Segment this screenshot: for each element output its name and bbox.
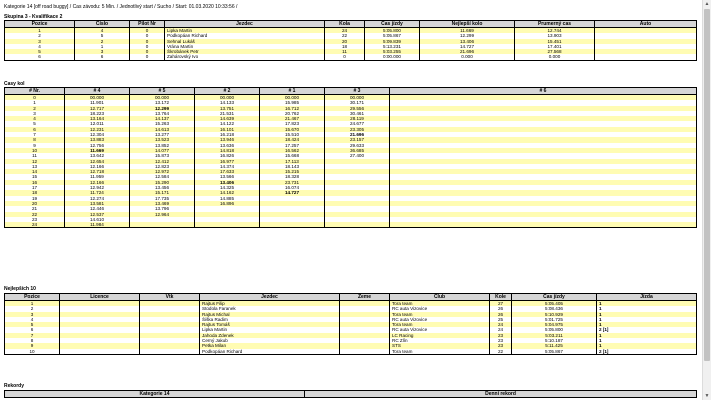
group-row [5,54,697,60]
group-cell: 12.299 [420,33,515,38]
laps-cell: 11 [5,153,65,158]
group-cell: 6 [5,54,75,60]
best-cell: RC auta Vizovice [390,306,490,311]
laps-cell: 14 [5,169,65,174]
best-cell: 1 [597,322,697,327]
group-cell: 3 [75,49,130,54]
group-cell: 5:03.255 [365,49,420,54]
laps-cell: 13.566 [195,174,260,179]
laps-cell: 23.305 [325,127,390,132]
best-cell: Tora team [390,312,490,317]
group-cell: 27.568 [515,49,595,54]
laps-cell: 13.636 [195,143,260,148]
laps-cell: 15.263 [130,121,195,126]
laps-cell: 30.461 [325,111,390,116]
laps-cell [195,222,260,228]
records-table [4,390,697,398]
best-cell: 1 [5,301,60,307]
laps-cell: 23 [5,217,65,222]
laps-cell: 12.718 [65,169,130,174]
laps-cell: 15.171 [130,190,195,195]
laps-cell: 16 [5,180,65,185]
laps-cell: 17.257 [260,143,325,148]
race-info-header: Kategorie 14 [off road buggy] / Cas závodu: 5 Min. / Jednotlivý start / Sucho / Start: 01.03.2020 10:33:56 / [4,4,238,10]
group-header-6: Nejlepší kolo [420,21,515,28]
best-cell: Lipka Martin [200,327,340,332]
laps-cell: 00.000 [260,95,325,101]
best-cell: 1 [597,333,697,338]
best-cell: 5:08.436 [512,306,597,311]
laps-cell: 16.896 [195,201,260,206]
best-cell: 5:03.211 [512,333,597,338]
best-cell: Šiška Radim [200,317,340,322]
group-header-1: Císlo [75,21,130,28]
laps-cell: 18 [5,190,65,195]
laps-cell: 18.223 [65,111,130,116]
best-header-6: Kole [490,294,512,301]
best-cell [60,349,140,355]
laps-cell: 6 [5,127,65,132]
best-header-0: Pozice [5,294,60,301]
laps-cell: 14.137 [130,116,195,121]
laps-cell: 11.669 [65,148,130,153]
laps-cell: 12.942 [65,185,130,190]
laps-header-1: # 4 [65,88,130,95]
group-cell: 5 [75,33,130,38]
group-cell: 12.744 [515,28,595,34]
laps-cell: 9 [5,143,65,148]
laps-cell: 12.654 [65,159,130,164]
best-header-4: Zeme [340,294,390,301]
laps-cell: 24.677 [325,121,390,126]
laps-cell: 13.581 [65,201,130,206]
group-cell: 4 [75,28,130,34]
laps-cell: 16.074 [260,185,325,190]
laps-cell: 29.633 [325,143,390,148]
group-cell: 11.669 [420,28,515,34]
best-row [5,349,697,355]
group-cell: 0 [130,44,165,49]
laps-cell: 21 [5,206,65,211]
laps-header-6: # 6 [390,88,697,95]
laps-cell: 14.122 [195,121,260,126]
laps-header-5: # 3 [325,88,390,95]
group-cell: 18 [325,44,365,49]
best-cell: 3 [5,312,60,317]
laps-cell: 13.164 [65,116,130,121]
laps-cell: 00.000 [65,95,130,101]
group-results-table [4,20,697,61]
best-cell: 23 [490,333,512,338]
laps-cell: 28.119 [325,116,390,121]
best-cell: 1 [597,312,697,317]
group-cell: 0 [130,28,165,34]
best-cell: Stodola Faranek [200,306,340,311]
laps-cell: 8 [5,137,65,142]
laps-cell: 13.883 [65,137,130,142]
best-cell [140,349,200,355]
best-cell: 10 [5,349,60,355]
group-cell: 3 [5,39,75,44]
best-cell: 5:04.975 [512,322,597,327]
best-ten-table [4,293,697,355]
laps-cell: 13.946 [195,137,260,142]
group-cell: 13.406 [420,39,515,44]
laps-cell: 15.985 [260,100,325,105]
laps-cell: 12.972 [130,169,195,174]
best-cell: 5:10.929 [512,312,597,317]
records-title: Rekordy [4,383,25,389]
best-cell: 5:05.800 [512,327,597,332]
laps-cell: 13.642 [65,153,130,158]
laps-cell: 12.011 [65,121,130,126]
laps-cell: 14.818 [195,148,260,153]
group-header-0: Pozice [5,21,75,28]
best-cell: 26 [490,306,512,311]
laps-cell: 00.000 [325,95,390,101]
laps-cell [325,222,390,228]
laps-cell: 18.328 [260,174,325,179]
group-cell: 1 [75,44,130,49]
group-cell: 0.000 [515,54,595,60]
laps-cell: 19 [5,196,65,201]
records-header-1: Denní rekord [305,391,697,398]
laps-cell [390,222,697,228]
best-header-3: Jezdec [200,294,340,301]
best-cell: Tora team [390,301,490,307]
best-cell: 9 [5,343,60,348]
group-header-5: Cas jízdy [365,21,420,28]
laps-cell: 14.610 [65,217,130,222]
laps-cell: 2 [5,106,65,111]
group-cell: 20 [325,39,365,44]
laps-cell: 18.143 [260,164,325,169]
group-header-4: Kola [325,21,365,28]
best-cell: 1 [597,306,697,311]
laps-cell: 14.133 [195,100,260,105]
laps-cell: 1 [5,100,65,105]
laps-cell: 16.562 [260,148,325,153]
laps-header-4: # 1 [260,88,325,95]
laps-cell: 15.510 [260,132,325,137]
scroll-up-icon[interactable]: ▲ [704,1,710,7]
group-cell: Škrobánek Petr [165,49,325,54]
best-header-5: Club [390,294,490,301]
laps-cell: 15 [5,174,65,179]
group-cell: 13.903 [515,33,595,38]
laps-cell: 12.756 [65,143,130,148]
laps-cell: 20.762 [260,111,325,116]
laps-cell: 14.639 [195,116,260,121]
laps-cell: 11.901 [65,100,130,105]
best-cell: 24 [490,327,512,332]
laps-cell: 14.885 [195,196,260,201]
best-cell: 1 [597,301,697,307]
group-header-8: Auto [595,21,697,28]
group-cell: 5:05.867 [365,33,420,38]
best-header-1: Licence [60,294,140,301]
scroll-down-icon[interactable]: ▼ [704,393,710,399]
laps-row [5,222,697,228]
group-cell: 0:00.000 [365,54,420,60]
laps-cell: 12.304 [65,132,130,137]
best-title: Nejlepších 10 [4,286,36,292]
group-cell: Sehnal Lukáš [165,39,325,44]
laps-cell: 17 [5,185,65,190]
lap-times-table [4,87,697,228]
laps-header-0: # Nr. [5,88,65,95]
laps-cell: 23.731 [260,180,325,185]
laps-cell: 13 [5,164,65,169]
laps-cell: 12.274 [65,196,130,201]
group-cell: 2 [75,39,130,44]
laps-cell: 13.277 [130,132,195,137]
best-cell: 5:01.725 [512,317,597,322]
best-cell: 23 [490,338,512,343]
laps-cell: 13.456 [130,185,195,190]
laps-cell: 36.685 [325,148,390,153]
best-cell: Rajtus Michal [200,312,340,317]
group-cell: 22 [325,33,365,38]
best-cell: Tora team [390,322,490,327]
best-cell: 8 [5,338,60,343]
best-cell: 1 [597,338,697,343]
vertical-scrollbar[interactable] [702,0,711,400]
group-cell: Lipka Martin [165,28,325,34]
laps-cell: 15.215 [260,169,325,174]
laps-cell: 15.873 [130,153,195,158]
best-cell: 5:05.867 [512,349,597,355]
scroll-thumb[interactable] [704,9,710,361]
group-cell: 14.727 [420,44,515,49]
group-cell: Podkopáan Richard [165,33,325,38]
laps-cell: 12.446 [65,206,130,211]
best-cell: Rajtus Tomáš [200,322,340,327]
group-header-3: Jezdec [165,21,325,28]
laps-cell: 14.374 [195,164,260,169]
laps-cell: 13.469 [130,201,195,206]
best-cell: 6 [5,327,60,332]
best-cell: Tora team [390,349,490,355]
best-cell: 1 [597,317,697,322]
laps-cell: 14.325 [195,185,260,190]
laps-cell: 7 [5,132,65,137]
laps-cell: 11.724 [65,190,130,195]
best-cell: Cerný Jakub [200,338,340,343]
group-cell: 5:05.800 [365,28,420,34]
laps-cell: 24 [5,222,65,228]
group-header-2: Pilot Nr [130,21,165,28]
laps-cell: 21.696 [325,132,390,137]
laps-cell: 14.727 [260,190,325,195]
laps-cell: 23.157 [325,137,390,142]
group-cell: 1 [5,28,75,34]
group-cell: 0 [130,39,165,44]
laps-cell: 0 [5,95,65,101]
laps-cell: 22 [5,212,65,217]
group-cell: 0 [130,49,165,54]
group-cell [595,54,697,60]
laps-cell: 20 [5,201,65,206]
group-cell: 6 [75,54,130,60]
laps-title: Casy kol [4,81,25,87]
laps-cell: 16.101 [195,127,260,132]
laps-cell: 5 [5,121,65,126]
laps-cell: 17.735 [130,196,195,201]
group-cell: 24 [325,28,365,34]
group-cell: 2 [5,33,75,38]
group-cell: 5:13.231 [365,44,420,49]
laps-cell: 00.000 [195,95,260,101]
laps-cell: 12.584 [130,174,195,179]
group-cell: 21.696 [420,49,515,54]
group-cell: 17.401 [515,44,595,49]
best-cell: STS [390,343,490,348]
laps-cell: 14.162 [195,190,260,195]
group-cell: 0 [130,33,165,38]
best-cell: RC auta Vizovice [390,317,490,322]
best-cell: Jahoda Zdenek [200,333,340,338]
laps-cell: 21.467 [260,116,325,121]
best-cell: LC Racing [390,333,490,338]
laps-cell: 12.299 [130,106,195,111]
best-cell: 4 [5,317,60,322]
group-cell: 0.000 [420,54,515,60]
best-cell: 22 [490,349,512,355]
laps-cell: 13.852 [130,143,195,148]
best-cell: 5:10.187 [512,338,597,343]
laps-cell: 18.424 [260,137,325,142]
laps-header-3: # 2 [195,88,260,95]
best-header-8: Jízda [597,294,697,301]
laps-cell: 30.171 [325,100,390,105]
best-cell: 5:05.405 [512,301,597,307]
laps-cell: 15.668 [260,153,325,158]
laps-cell: 17.113 [260,159,325,164]
group-title: Skupina 3 - Kvalifikace 2 [4,14,63,20]
laps-header-2: # 5 [130,88,195,95]
best-cell: Rajtus Filip [200,301,340,307]
laps-cell: 3 [5,111,65,116]
best-cell: 2 [1] [597,327,697,332]
group-cell: 5 [5,49,75,54]
best-cell: 2 [1] [597,349,697,355]
laps-cell: 14.613 [130,127,195,132]
group-cell: 4 [5,44,75,49]
laps-cell: 11.984 [65,222,130,228]
laps-cell: 10 [5,148,65,153]
laps-cell: 16.218 [195,132,260,137]
laps-cell [260,222,325,228]
laps-cell: 15.290 [130,180,195,185]
best-cell: 24 [490,322,512,327]
laps-cell: 00.000 [130,95,195,101]
group-cell: 0 [325,54,365,60]
best-cell: RC auta Vizovice [390,327,490,332]
laps-cell: 16.826 [195,153,260,158]
best-cell: 1 [597,343,697,348]
laps-cell: 12.166 [65,164,130,169]
laps-cell: 15.670 [260,127,325,132]
laps-cell: 16.712 [260,106,325,111]
best-cell: Podkopáan Richard [200,349,340,355]
best-cell: 25 [490,317,512,322]
best-header-2: Vtk [140,294,200,301]
group-cell: Zahárovský Ivo [165,54,325,60]
laps-cell: 17.823 [260,121,325,126]
laps-cell: 17.633 [195,169,260,174]
group-cell: 11 [325,49,365,54]
best-cell: 26 [490,312,512,317]
best-cell: 27 [490,301,512,307]
laps-cell: 12.166 [65,180,130,185]
group-cell: 0 [130,54,165,60]
best-cell [340,349,390,355]
best-header-7: Cas jízdy [512,294,597,301]
laps-cell [130,222,195,228]
laps-cell: 16.977 [195,159,260,164]
best-cell: Petka Milan [200,343,340,348]
laps-cell: 29.556 [325,106,390,111]
laps-cell: 12.537 [65,212,130,217]
best-cell: 23 [490,343,512,348]
laps-cell: 12.823 [130,164,195,169]
laps-cell: 12.717 [65,106,130,111]
laps-cell: 4 [5,116,65,121]
group-cell: Vrána Martin [165,44,325,49]
laps-cell: 13.764 [130,111,195,116]
best-cell: RC Zlín [390,338,490,343]
best-cell: 7 [5,333,60,338]
laps-cell: 12 [5,159,65,164]
laps-cell: 12.412 [130,159,195,164]
laps-cell: 12.231 [65,127,130,132]
laps-cell: 11.959 [65,174,130,179]
laps-cell: 14.077 [130,148,195,153]
laps-cell: 13.523 [130,137,195,142]
laps-cell: 13.751 [195,106,260,111]
group-cell: 15.451 [515,39,595,44]
laps-cell: 21.531 [195,111,260,116]
laps-cell: 12.964 [130,212,195,217]
group-header-7: Prumerný cas [515,21,595,28]
laps-cell: 13.406 [195,180,260,185]
best-cell: 5 [5,322,60,327]
group-cell: 5:09.839 [365,39,420,44]
records-header-0: Kategorie 14 [5,391,305,398]
laps-cell: 13.796 [130,206,195,211]
laps-cell: 27.400 [325,153,390,158]
best-cell: 2 [5,306,60,311]
best-cell: 5:11.425 [512,343,597,348]
laps-cell: 13.172 [130,100,195,105]
